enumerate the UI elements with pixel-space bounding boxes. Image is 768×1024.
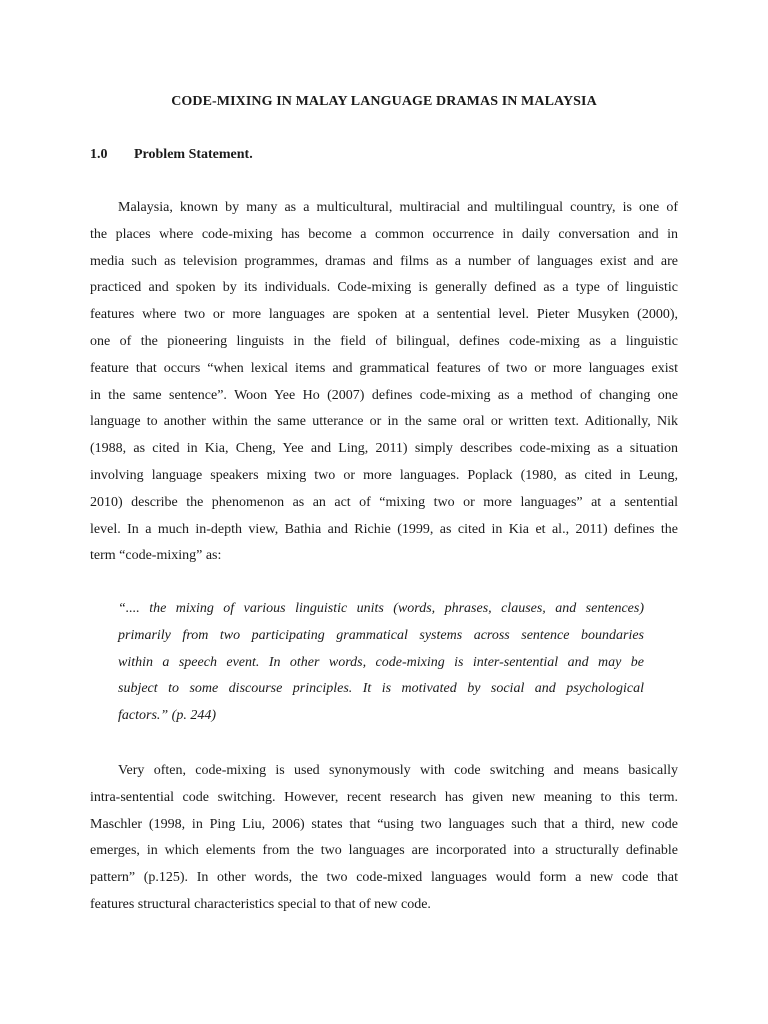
paragraph-line: emerges, in which elements from the two languages are incorporated into a structurally definable [90,843,678,859]
paragraph-line: features structural characteristics special to that of new code. [90,896,431,912]
paragraph-line: one of the pioneering linguists in the field of bilingual, defines code-mixing as a linguistic [90,333,678,349]
paragraph-line: the places where code-mixing has become a common occurrence in daily conversation and in [90,226,678,242]
paragraph-intro [90,195,678,570]
quote-line: primarily from two participating grammatical systems across sentence boundaries [118,627,644,643]
paragraph-line: practiced and spoken by its individuals. Code-mixing is generally defined as a type of linguistic [90,280,678,296]
paragraph-line: pattern” (p.125). In other words, the two code-mixed languages would form a new code that [90,870,678,886]
quote-line: subject to some discourse principles. It is motivated by social and psychological [118,681,644,697]
paragraph-line: features where two or more languages are spoken at a sentential level. Pieter Musyken (2000), [90,307,678,323]
paragraph-line: involving language speakers mixing two or more languages. Poplack (1980, as cited in Leung, [90,467,678,483]
paragraph-line: Maschler (1998, in Ping Liu, 2006) states that “using two languages such that a third, new code [90,816,678,832]
section-title: Problem Statement. [134,147,253,162]
block-quote [118,596,644,730]
paragraph-line: media such as television programmes, dramas and films as a number of languages exist and are [90,253,678,269]
paragraph-discussion [90,758,678,919]
paragraph-line: 2010) describe the phenomenon as an act of “mixing two or more languages” at a sentential [90,494,678,510]
quote-line: within a speech event. In other words, code-mixing is inter-sentential and may be [118,654,644,670]
quote-line: factors.” (p. 244) [118,708,216,724]
paragraph-line: intra-sentential code switching. However, recent research has given new meaning to this term. [90,789,678,805]
paragraph-line: level. In a much in-depth view, Bathia and Richie (1999, as cited in Kia et al., 2011) defines the [90,521,678,537]
paragraph-line: (1988, as cited in Kia, Cheng, Yee and Ling, 2011) simply describes code-mixing as a situation [90,441,678,457]
section-number: 1.0 [90,147,108,162]
paragraph-line: in the same sentence”. Woon Yee Ho (2007) defines code-mixing as a method of changing one [90,387,678,403]
paragraph-line: Very often, code-mixing is used synonymously with code switching and means basically [118,763,678,778]
quote-line: “.... the mixing of various linguistic units (words, phrases, clauses, and sentences) [118,601,644,616]
document-title: CODE-MIXING IN MALAY LANGUAGE DRAMAS IN MALAYSIA [171,94,597,109]
paragraph-line: term “code-mixing” as: [90,548,222,564]
paragraph-line: Malaysia, known by many as a multicultural, multiracial and multilingual country, is one of [118,200,678,215]
section-heading [90,147,253,163]
paragraph-line: feature that occurs “when lexical items and grammatical features of two or more languages exist [90,360,678,376]
paragraph-line: language to another within the same utterance or in the same oral or written text. Aditionally, Nik [90,414,678,430]
